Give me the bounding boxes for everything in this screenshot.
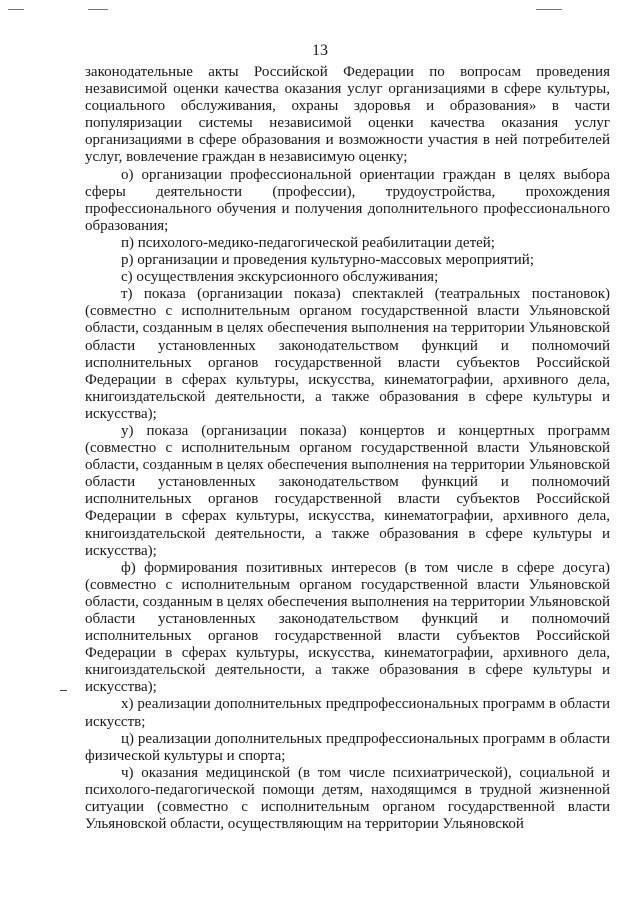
paragraph: о) организации профессиональной ориентации граждан в целях выбора сферы деятельности (профессии), трудоустройства, прохождения профессионального обучения и получения дополнительного профессионального образования;: [85, 166, 610, 234]
paragraph: ц) реализации дополнительных предпрофессиональных программ в области физической культуры и спорта;: [85, 730, 610, 764]
scan-artifact: [536, 9, 562, 10]
paragraph: у) показа (организации показа) концертов и концертных программ (совместно с исполнительным органом государственной власти Ульяновской области, созданным в целях обеспечения выполнения на территории Ульяновской области установленных законодательством функций и полномочий исполнительных органов государственной власти субъектов Российской Федерации в сферах культуры, искусства, кинематографии, архивного дела, книгоиздательской деятельности, а также образования в сфере культуры и искусства);: [85, 422, 610, 559]
scan-artifact: [88, 9, 108, 10]
paragraph: п) психолого-медико-педагогической реабилитации детей;: [121, 234, 495, 251]
paragraph: х) реализации дополнительных предпрофессиональных программ в области искусств;: [85, 696, 610, 730]
margin-mark: [60, 690, 67, 691]
document-body: [85, 64, 610, 833]
paragraph: т) показа (организации показа) спектаклей (театральных постановок) (совместно с исполнительным органом государственной власти Ульяновской области, созданным в целях обеспечения выполнения на территории Ульяновской области установленных законодательством функций и полномочий исполнительных органов государственной власти субъектов Российской Федерации в сферах культуры, искусства, кинематографии, архивного дела, книгоиздательской деятельности, а также образования в сфере культуры и искусства);: [85, 286, 610, 422]
page-number: 13: [312, 42, 328, 59]
paragraph: р) организации и проведения культурно-массовых мероприятий;: [121, 252, 534, 269]
scan-artifact: [8, 9, 24, 10]
paragraph: ф) формирования позитивных интересов (в том числе в сфере досуга) (совместно с исполнительным органом государственной власти Ульяновской области, созданным в целях обеспечения выполнения на территории Ульяновской области установленных законодательством функций и полномочий исполнительных органов государственной власти субъектов Российской Федерации в сферах культуры, искусства, кинематографии, архивного дела, книгоиздательской деятельности, а также образования в сфере культуры и искусства);: [85, 559, 610, 696]
paragraph: законодательные акты Российской Федерации по вопросам проведения независимой оценки качества оказания услуг организациями в сфере культуры, социального обслуживания, охраны здоровья и образования» в части популяризации системы независимой оценки качества оказания услуг организациями в сфере образования и возможности участия в ней потребителей услуг, вовлечение граждан в независимую оценку;: [85, 64, 610, 166]
paragraph: с) осуществления экскурсионного обслуживания;: [121, 269, 439, 286]
paragraph: ч) оказания медицинской (в том числе психиатрической), социальной и психолого-педагогической помощи детям, находящимся в трудной жизненной ситуации (совместно с исполнительным органом государственной власти Ульяновской области, осуществляющим на территории Ульяновской: [85, 764, 610, 833]
